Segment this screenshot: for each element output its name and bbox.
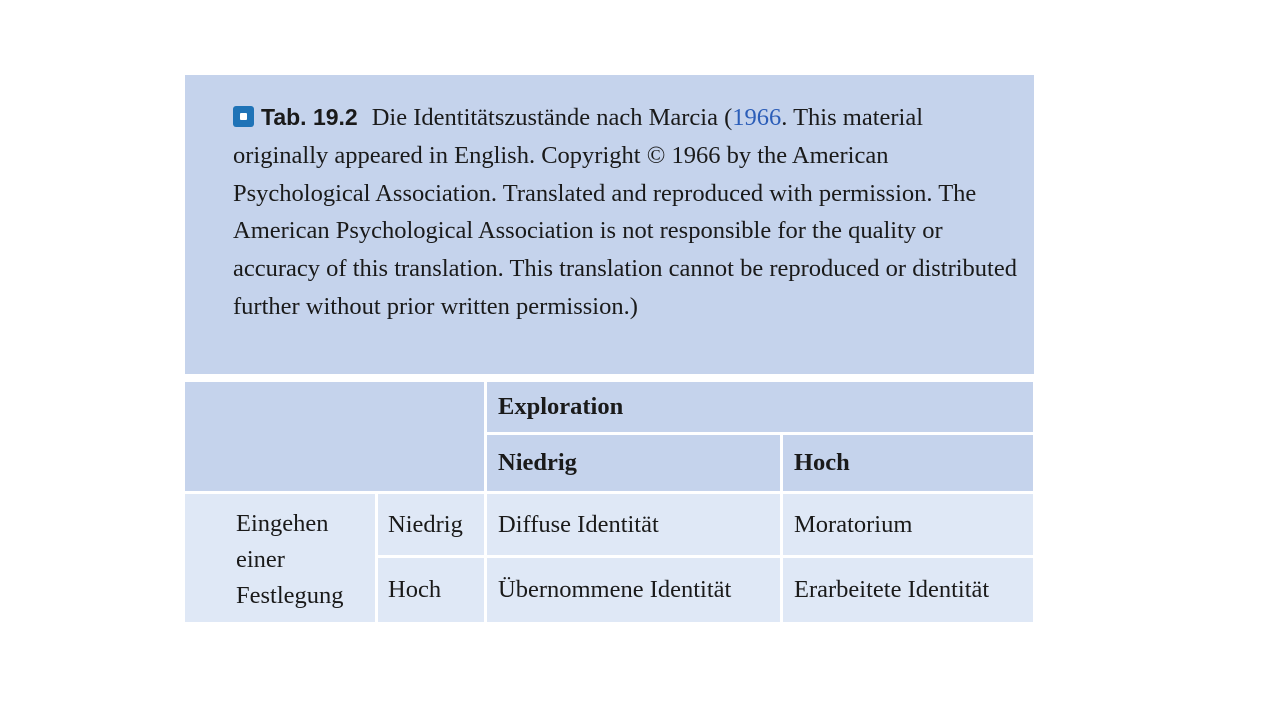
caption-text-rest: . This material originally appeared in English. Copyright © 1966 by the American Psychological Association. Translated and reproduced with permission. The American Psychological Association is not responsible for the quality or accuracy of this translation. This translation cannot be reproduced or distributed further without prior written permission.) <box>233 104 1017 320</box>
table-corner-cell <box>185 382 484 491</box>
table-number: Tab. 19.2 <box>261 104 358 130</box>
row-label-niedrig: Niedrig <box>378 494 484 555</box>
row-group-header <box>185 494 375 622</box>
table-cell: Übernommene Identität <box>487 558 780 622</box>
table-cell: Erarbeitete Identität <box>783 558 1033 622</box>
column-header-niedrig: Niedrig <box>487 435 780 491</box>
table-cell: Diffuse Identität <box>487 494 780 555</box>
column-header-hoch: Hoch <box>783 435 1033 491</box>
column-group-header: Exploration <box>487 382 1033 432</box>
table-cell: Moratorium <box>783 494 1033 555</box>
identity-status-table <box>185 382 1034 622</box>
table-caption <box>185 75 1034 374</box>
row-group-header-text: Eingehen einer Festlegung <box>236 510 344 609</box>
table-figure <box>185 75 1034 622</box>
caption-text-start: Die Identitätszustände nach Marcia ( <box>371 104 733 131</box>
table-icon <box>233 106 254 127</box>
row-label-hoch: Hoch <box>378 558 484 622</box>
citation-link[interactable]: 1966 <box>732 104 782 131</box>
